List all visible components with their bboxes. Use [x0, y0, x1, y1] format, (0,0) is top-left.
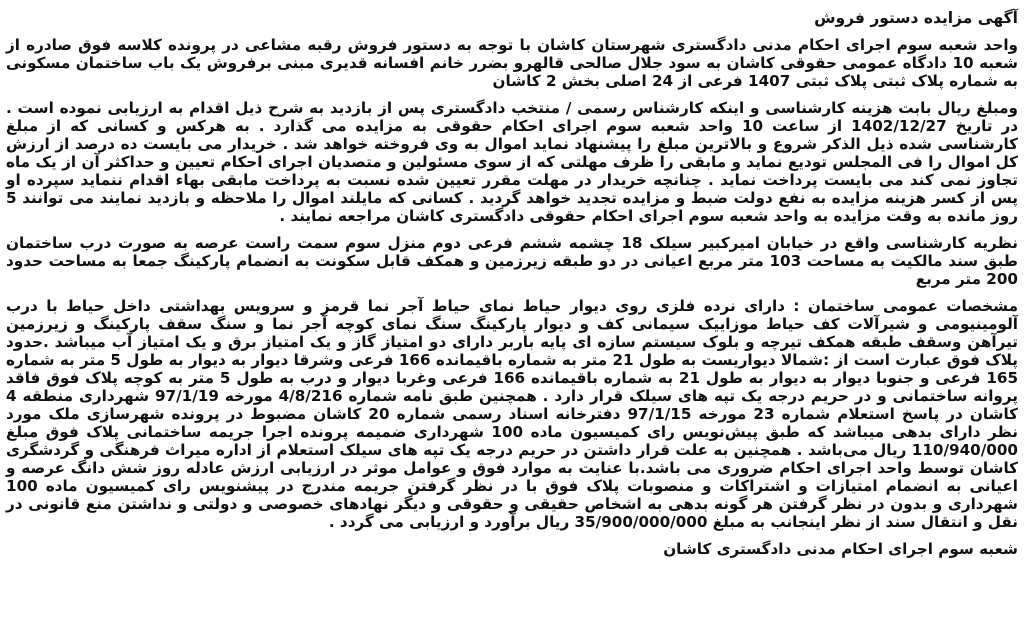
issuing-office-signature: شعبه سوم اجرای احکام مدنی دادگستری کاشان — [663, 540, 1018, 558]
expert-opinion-paragraph: نظریه کارشناسی واقع در خیابان امیرکبیر سیلک 18 چشمه ششم فرعی دوم منزل سوم سمت راست عرصه به صورت درب ساختمان طبق سند مالکیت به مساحت 103 متر مربع اعیانی در دو طبقه زیرزمین و همکف قابل سکونت به انضمام پارکینگ جمعا به مساحت حدود 200 متر مربع — [6, 234, 1018, 288]
notice-title: آگهی مزایده دستور فروش — [814, 9, 1018, 27]
auction-terms-paragraph: ومبلغ ریال بابت هزینه کارشناسی و اینکه کارشناس رسمی / منتخب دادگستری پس از بازدید به شرح ذیل اقدام به ارزیابی نموده است . در تاریخ 1402/12/27 از ساعت 10 واحد شعبه سوم اجرای احکام حقوقی به مزایده می گذارد . به هرکس و کسانی که از مبلغ کارشناسی شده ذیل الذکر شروع و بالاترین مبلغ را پیشنهاد نماید اموال به وی فروخته خواهد شد . خریدار می بایست ده درصد از ارزش کل اموال را فی المجلس تودیع نماید و مابقی را ظرف مهلتی که از سوی مسئولین و متصدیان اجرای احکام تعیین و حداکثر آن از یک ماه تجاوز نمی کند می بایست پرداخت نماید . چنانچه خریدار در مهلت مقرر تعیین شده نسبت به پرداخت مابقی بهاء اقدام ننماید سپرده او پس از کسر هزینه مزایده به نفع دولت ضبط و مزایده تجدید خواهد گردید . کسانی که مایلند اموال را ملاحظه و بازدید نمایند می توانند 5 روز مانده به وقت مزایده به واحد شعبه سوم اجرای احکام حقوقی دادگستری کاشان مراجعه نمایند . — [6, 99, 1018, 225]
building-specs-paragraph: مشخصات عمومی ساختمان : دارای نرده فلزی روی دیوار حیاط نمای حیاط آجر نما قرمز و سرویس بهداشتی داخل حیاط با درب آلومینیومی و شیرآلات کف حیاط موزاییک سیمانی کف و دیوار پارکینگ سنگ نمای کوچه آجر نما و سنگ سقف پارکینگ و زیرزمین تیرآهن وسقف طبقه همکف تیرچه و بلوک سیستم سازه ای پایه باربر دارای دو امتیاز گاز و یک امتیاز برق و یک امتیاز آب میباشد .حدود پلاک فوق عبارت است از :شمالا دیواریست به طول 21 متر به شماره باقیمانده 166 فرعی وشرقا دیوار به دیوار به طول 5 متر به شماره 165 فرعی و جنوبا دیوار به دیوار به طول 21 به شماره باقیمانده 166 فرعی وغربا دیوار و درب به طول 5 متر به کوچه پلاک فوق فاقد پروانه ساختمانی و در حریم درجه یک تپه های سیلک قرار دارد . همچنین طبق نامه شماره 4/8/216 مورخه 97/1/19 شهرداری منطقه 4 کاشان در پاسخ استعلام شماره 23 مورخه 97/1/15 دفترخانه اسناد رسمی شماره 20 کاشان مضبوط در پرونده شهرسازی ملک مورد نظر دارای بدهی میباشد که طبق پیش‌نویس رای کمیسیون ماده 100 شهرداری ضمیمه پرونده اجرا جریمه ساختمانی پلاک فوق مبلغ 110/940/000 ریال می‌باشد . همچنین به علت قرار داشتن در حریم درجه یک تپه های سیلک استعلام از اداره میراث فرهنگی و گردشگری کاشان توسط واحد اجرای احکام ضروری می باشد.با عنایت به موارد فوق و عوامل موثر در ارزیابی ارزش عادله روز شش دانگ عرصه و اعیانی به انضمام امتیازات و اشتراکات و منصوبات پلاک فوق با در نظر گرفتن جریمه مندرج در پیشنویس رای کمیسیون ماده 100 شهرداری و بدون در نظر گرفتن هر گونه بدهی به اشخاص حقیقی و حقوقی و دیگر نهادهای خصوصی و دولتی و نداشتن منع قانونی در نقل و انتقال سند از نظر اینجانب به مبلغ 35/900/000/000 ریال برآورد و ارزیابی می گردد . — [6, 297, 1019, 531]
notice-intro-paragraph: واحد شعبه سوم اجرای احکام مدنی دادگستری شهرستان کاشان با توجه به دستور فروش رقبه مشاعی در پرونده کلاسه فوق صادره از شعبه 10 دادگاه عمومی حقوقی کاشان به سود جلال صالحی قالهرو بضرر خانم افسانه قدیری مبنی برفروش یک باب ساختمان مسکونی به شماره پلاک ثبتی پلاک ثبتی 1407 فرعی از 24 اصلی بخش 2 کاشان — [6, 36, 1018, 90]
